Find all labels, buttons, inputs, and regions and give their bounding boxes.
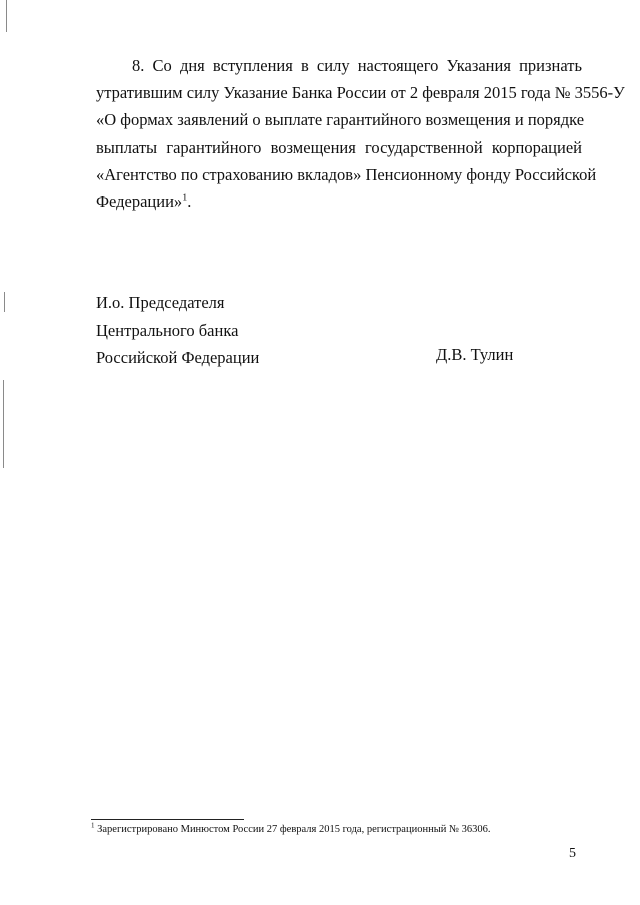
paragraph-last-line bbox=[96, 188, 582, 215]
paragraph-line: 8. Со дня вступления в силу настоящего Указания признать bbox=[132, 56, 582, 75]
paragraph-line: выплаты гарантийного возмещения государственной корпорацией bbox=[96, 137, 582, 157]
scan-margin-mark bbox=[3, 380, 4, 468]
paragraph-line: утратившим силу Указание Банка России от 2 февраля 2015 года № 3556-У bbox=[96, 83, 625, 103]
paragraph-line: «О формах заявлений о выплате гарантийного возмещения и порядке bbox=[96, 110, 585, 130]
signer-name: Д.В. Тулин bbox=[436, 345, 514, 364]
paragraph-end-punctuation: . bbox=[187, 191, 192, 211]
footnote-divider bbox=[91, 819, 244, 820]
signer-title-line-1: И.о. Председателя bbox=[96, 293, 225, 312]
footnote bbox=[91, 821, 491, 835]
page-number: 5 bbox=[569, 846, 576, 861]
scan-margin-mark bbox=[4, 292, 5, 312]
footnote-text: Зарегистрировано Минюстом России 27 февраля 2015 года, регистрационный № 36306. bbox=[94, 824, 491, 835]
signer-title-line-2: Центрального банка bbox=[96, 320, 239, 340]
paragraph-line: «Агентство по страхованию вкладов» Пенсионному фонду Российской bbox=[96, 164, 597, 184]
paragraph-last-line-text: Федерации» bbox=[96, 191, 183, 211]
footnote-reference: 1 bbox=[182, 192, 188, 204]
scan-margin-mark bbox=[6, 0, 7, 32]
signer-title-line-3: Российской Федерации bbox=[96, 348, 260, 368]
footnote-marker: 1 bbox=[91, 821, 95, 830]
paragraph-8 bbox=[96, 52, 625, 215]
